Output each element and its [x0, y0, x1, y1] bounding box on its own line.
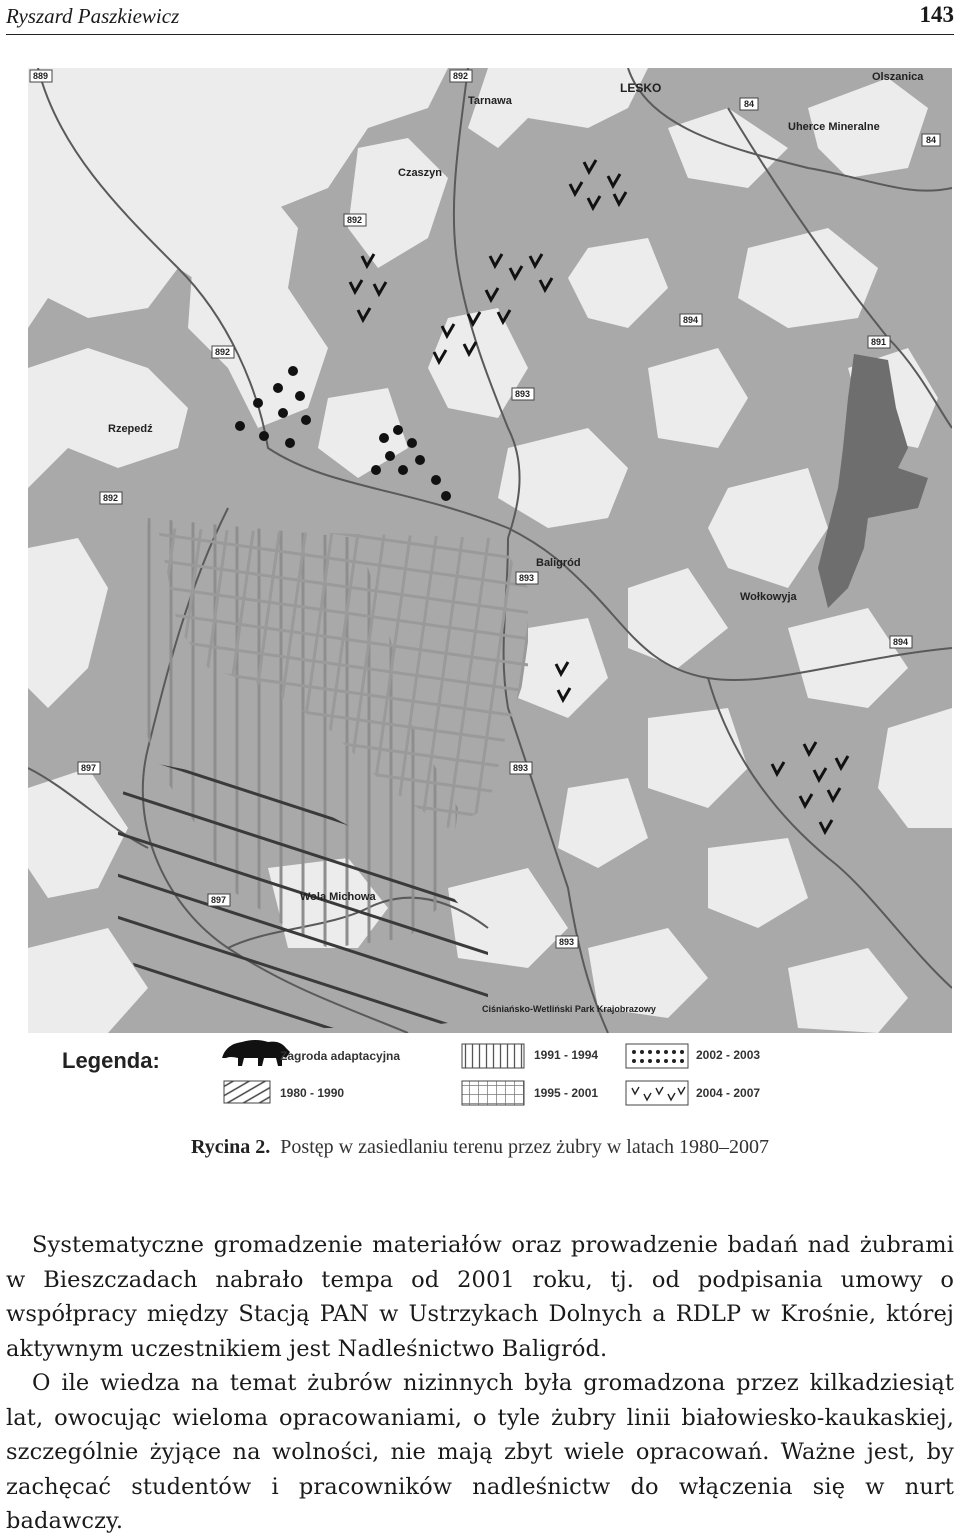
legend-swatch-1991	[462, 1044, 524, 1068]
road-sign	[556, 936, 578, 948]
label-lesko: LESKO	[620, 81, 662, 95]
road-893-d: 893	[559, 937, 575, 947]
bison-range-map	[28, 68, 952, 1114]
legend-swatch-1980	[224, 1081, 270, 1103]
legend-title: Legenda:	[62, 1048, 160, 1073]
road-893-c: 893	[513, 763, 529, 773]
road-sign	[212, 346, 234, 358]
caption-text: Postęp w zasiedlaniu terenu przez żubry w latach 1980–2007	[280, 1136, 770, 1158]
label-wola-michowa: Wola Michowa	[300, 891, 376, 903]
road-sign	[922, 134, 940, 146]
label-wolkowyja: Wołkowyja	[740, 591, 797, 603]
road-893-b: 893	[519, 573, 535, 583]
road-sign	[100, 492, 122, 504]
label-uherce: Uherce Mineralne	[788, 121, 880, 133]
paragraph-1: Systematyczne gromadzenie materiałów oraz prowadzenie badań nad żubrami w Bieszczadach nabrało tempa od 2001 roku, tj. od podpisania umowy o współpracy między Stacją PAN w Ustrzykach Dolnych a RDLP w Krośnie, której aktywnym uczestnikiem jest Nadleśnictwo Baligród.	[6, 1232, 954, 1362]
road-892-a: 892	[453, 71, 469, 81]
label-park: Ciśniańsko-Wetliński Park Krajobrazowy	[482, 1004, 656, 1014]
legend-1980: 1980 - 1990	[280, 1086, 345, 1100]
road-sign	[344, 214, 366, 226]
road-sign	[510, 762, 532, 774]
label-baligrod: Baligród	[536, 557, 581, 569]
road-sign	[30, 70, 52, 82]
road-sign	[78, 762, 100, 774]
road-894: 894	[683, 315, 699, 325]
label-czaszyn: Czaszyn	[398, 167, 443, 179]
road-sign	[680, 314, 702, 326]
page-number: 143	[919, 2, 954, 27]
road-892-c: 892	[215, 347, 231, 357]
road-897-b: 897	[211, 895, 227, 905]
label-tarnawa: Tarnawa	[468, 95, 512, 107]
legend-swatch-1995	[462, 1081, 524, 1105]
road-sign	[208, 894, 230, 906]
road-sign	[450, 70, 472, 82]
road-sign	[890, 636, 912, 648]
map-legend	[28, 1033, 952, 1114]
road-897-a: 897	[81, 763, 97, 773]
road-892-d: 892	[103, 493, 119, 503]
road-sign	[740, 98, 758, 110]
legend-1991: 1991 - 1994	[534, 1048, 599, 1062]
road-889: 889	[33, 71, 49, 81]
road-893-a: 893	[515, 389, 531, 399]
figure-caption	[0, 1136, 960, 1159]
legend-1995: 1995 - 2001	[534, 1086, 599, 1100]
paragraph-2: O ile wiedza na temat żubrów nizinnych była gromadzona przez kilkadziesiąt lat, owocując wieloma opracowaniami, o tyle żubry linii białowiesko-kaukaskiej, szczególnie żyjące na wolności, nie mają zbyt wiele opracowań. Ważne jest, by zachęcać studentów i pracowników nadleśnictw do włączenia się w nurt badawczy.	[6, 1370, 954, 1534]
road-84-b: 84	[926, 135, 937, 145]
legend-2004: 2004 - 2007	[696, 1086, 761, 1100]
road-sign	[512, 388, 534, 400]
body-text	[6, 1228, 954, 1539]
legend-2002: 2002 - 2003	[696, 1048, 761, 1062]
legend-swatch-2002	[626, 1044, 688, 1068]
road-sign	[516, 572, 538, 584]
road-892-b: 892	[347, 215, 363, 225]
running-header	[6, 0, 954, 35]
caption-label: Rycina 2.	[190, 1136, 271, 1158]
header-author: Ryszard Paszkiewicz	[6, 4, 180, 28]
legend-swatch-2004	[626, 1081, 688, 1105]
road-sign	[868, 336, 890, 348]
road-84: 84	[744, 99, 755, 109]
label-olszanica: Olszanica	[872, 71, 924, 83]
legend-enclosure: Zagroda adaptacyjna	[280, 1049, 401, 1063]
road-891: 891	[871, 337, 887, 347]
label-rzepedz: Rzepedź	[108, 423, 153, 435]
road-894-b: 894	[893, 637, 909, 647]
